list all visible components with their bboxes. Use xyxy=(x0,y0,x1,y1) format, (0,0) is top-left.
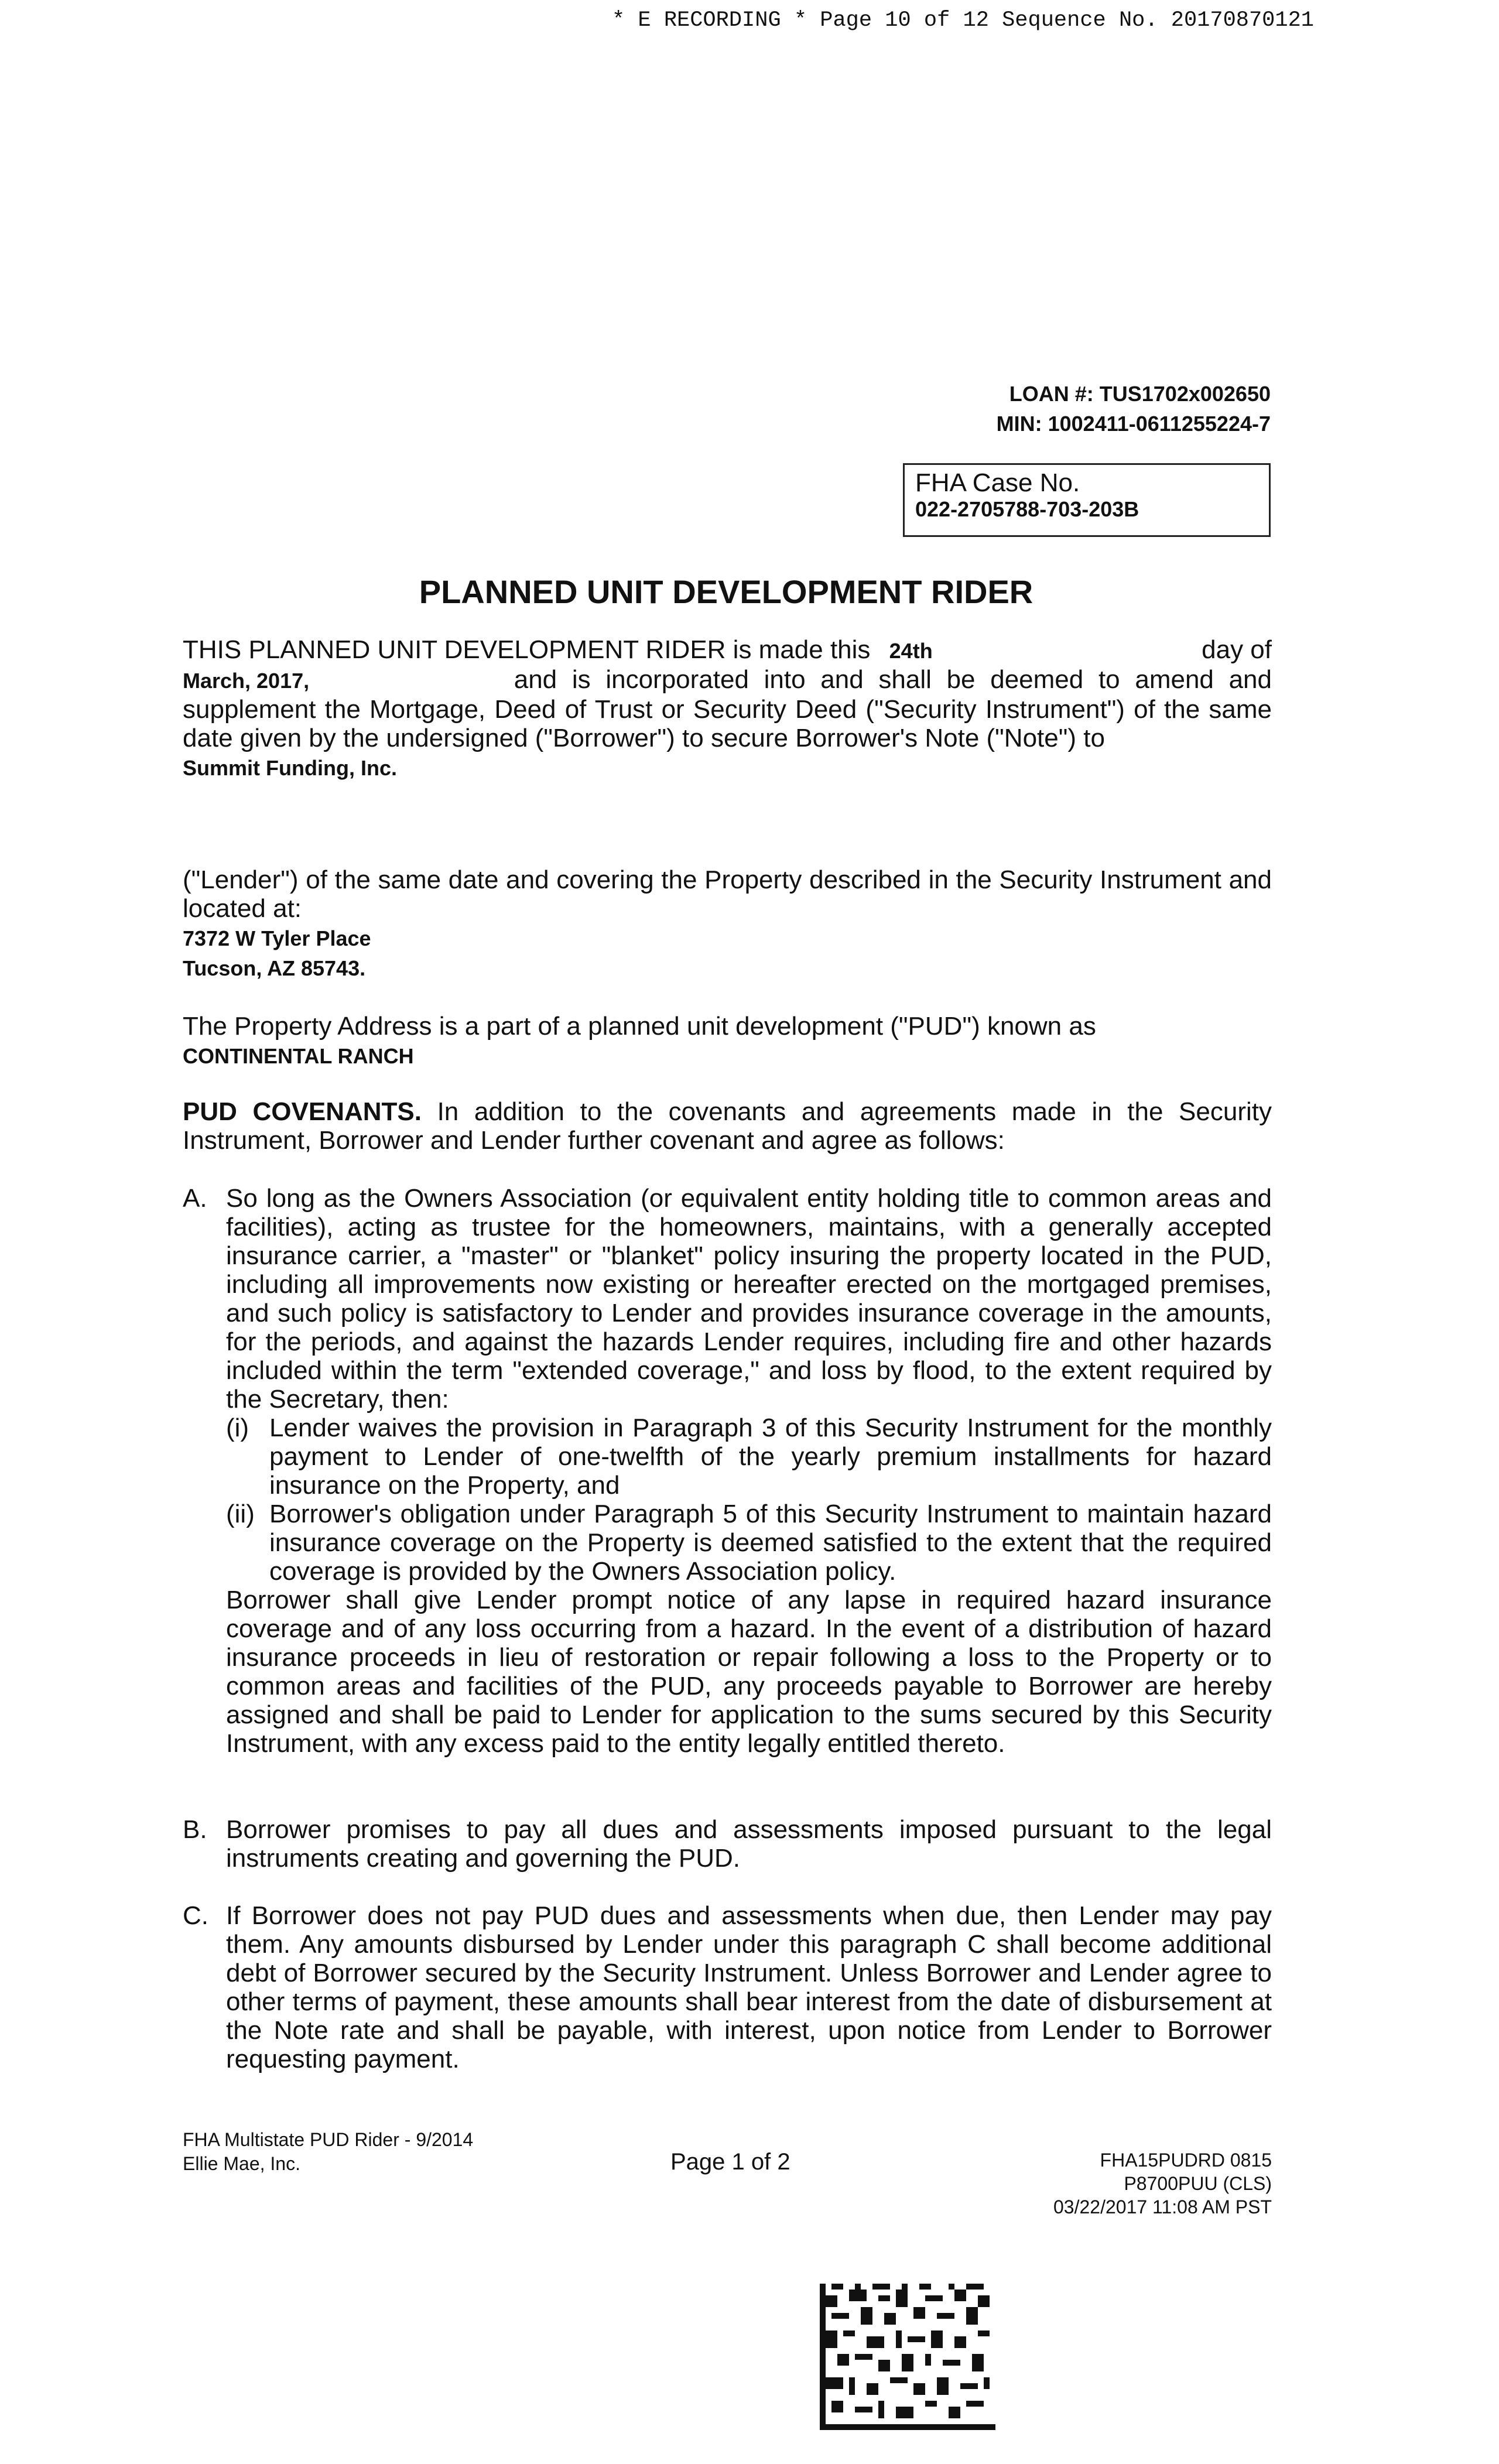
covenants-heading: PUD COVENANTS. xyxy=(183,1097,422,1126)
property-address-line2: Tucson, AZ 85743. xyxy=(183,956,366,980)
intro-text-2: day of xyxy=(1202,635,1272,664)
covenants-text: In addition to the covenants and agreements made in the Security Instrument, Borrower and Lender further covenant and agree as follows: xyxy=(183,1097,1272,1155)
intro-text-3: and is incorporated into and shall be deemed to amend and supplement the Mortgage, Deed of Trust or Security Deed ("Security Instrument") of the same date given by the undersigned ("Borrower") to secure Borrower's Note ("Note") to xyxy=(183,665,1272,752)
intro-day: 24th xyxy=(889,639,933,663)
loan-number: LOAN #: TUS1702x002650 xyxy=(1009,382,1271,406)
footer-code2: P8700PUU (CLS) xyxy=(1124,2173,1272,2194)
min-number: MIN: 1002411-0611255224-7 xyxy=(996,412,1271,436)
intro-date: March, 2017, xyxy=(183,669,310,693)
pud-paragraph xyxy=(183,1012,1272,1070)
property-address-line1: 7372 W Tyler Place xyxy=(183,926,371,950)
footer-page: Page 1 of 2 xyxy=(670,2149,790,2175)
section-a-text: So long as the Owners Association (or equivalent entity holding title to common areas and facilities), acting as trustee for the homeowners, maintains, with a generally accepted insurance carrier, a "master" or "blanket" policy insuring the property located in the PUD, including all improvements now existing or hereafter erected on the mortgaged premises, and such policy is satisfactory to Lender and provides insurance coverage in the amounts, for the periods, and against the hazards Lender requires, including fire and other hazards included within the term "extended coverage," and loss by flood, to the extent required by the Secretary, then: xyxy=(226,1184,1272,1414)
section-a-ii-text: Borrower's obligation under Paragraph 5 of this Security Instrument to maintain hazard insurance coverage on the Property is deemed satisfied to the extent that the required coverage is provided by the Owners Association policy. xyxy=(269,1500,1272,1586)
section-a-ii-number: (ii) xyxy=(226,1500,255,1528)
section-c-text: If Borrower does not pay PUD dues and assessments when due, then Lender may pay them. Any amounts disbursed by Lender under this paragraph C shall become additional debt of Borrower secured by the Security Instrument. Unless Borrower and Lender agree to other terms of payment, these amounts shall bear interest from the date of disbursement at the Note rate and shall be payable, with interest, upon notice from Lender to Borrower requesting payment. xyxy=(226,1901,1272,2073)
pud-name: CONTINENTAL RANCH xyxy=(183,1044,414,1068)
barcode-icon xyxy=(820,2284,995,2430)
section-a-closing: Borrower shall give Lender prompt notice of any lapse in required hazard insurance coverage and of any loss occurring from a hazard. In the event of a distribution of hazard insurance proceeds in lieu of restoration or repair following a loss to the Property or to common areas and facilities of the PUD, any proceeds payable to Borrower are hereby assigned and shall be paid to Lender for application to the sums secured by this Security Instrument, with any excess paid to the entity legally entitled thereto. xyxy=(226,1586,1272,1758)
recording-header: * E RECORDING * Page 10 of 12 Sequence No. 20170870121 xyxy=(612,8,1314,33)
lender-text: ("Lender") of the same date and covering the Property described in the Security Instrument and located at: xyxy=(183,865,1272,923)
section-a-i-text: Lender waives the provision in Paragraph 3 of this Security Instrument for the monthly payment to Lender of one-twelfth of the yearly premium installments for hazard insurance on the Property, and xyxy=(269,1414,1272,1500)
section-b-text: Borrower promises to pay all dues and assessments imposed pursuant to the legal instruments creating and governing the PUD. xyxy=(226,1815,1272,1873)
covenants-paragraph xyxy=(183,1097,1272,1155)
footer-company: Ellie Mae, Inc. xyxy=(183,2153,300,2174)
intro-text-1: THIS PLANNED UNIT DEVELOPMENT RIDER is made this xyxy=(183,635,871,664)
intro-paragraph xyxy=(183,635,1272,782)
footer-timestamp: 03/22/2017 11:08 AM PST xyxy=(1053,2196,1272,2217)
section-c-letter: C. xyxy=(183,1901,208,1930)
lender-paragraph xyxy=(183,865,1272,983)
fha-case-label: FHA Case No. xyxy=(915,468,1080,497)
footer-code1: FHA15PUDRD 0815 xyxy=(1100,2150,1272,2171)
intro-lender: Summit Funding, Inc. xyxy=(183,756,397,780)
section-a-i-number: (i) xyxy=(226,1414,249,1442)
fha-case-number: 022-2705788-703-203B xyxy=(915,497,1139,521)
pud-text: The Property Address is a part of a planned unit development ("PUD") known as xyxy=(183,1012,1096,1041)
fha-case-box xyxy=(903,463,1271,537)
document-title: PLANNED UNIT DEVELOPMENT RIDER xyxy=(419,573,1033,610)
section-a-letter: A. xyxy=(183,1184,207,1213)
footer-form: FHA Multistate PUD Rider - 9/2014 xyxy=(183,2129,474,2150)
section-b-letter: B. xyxy=(183,1815,207,1844)
